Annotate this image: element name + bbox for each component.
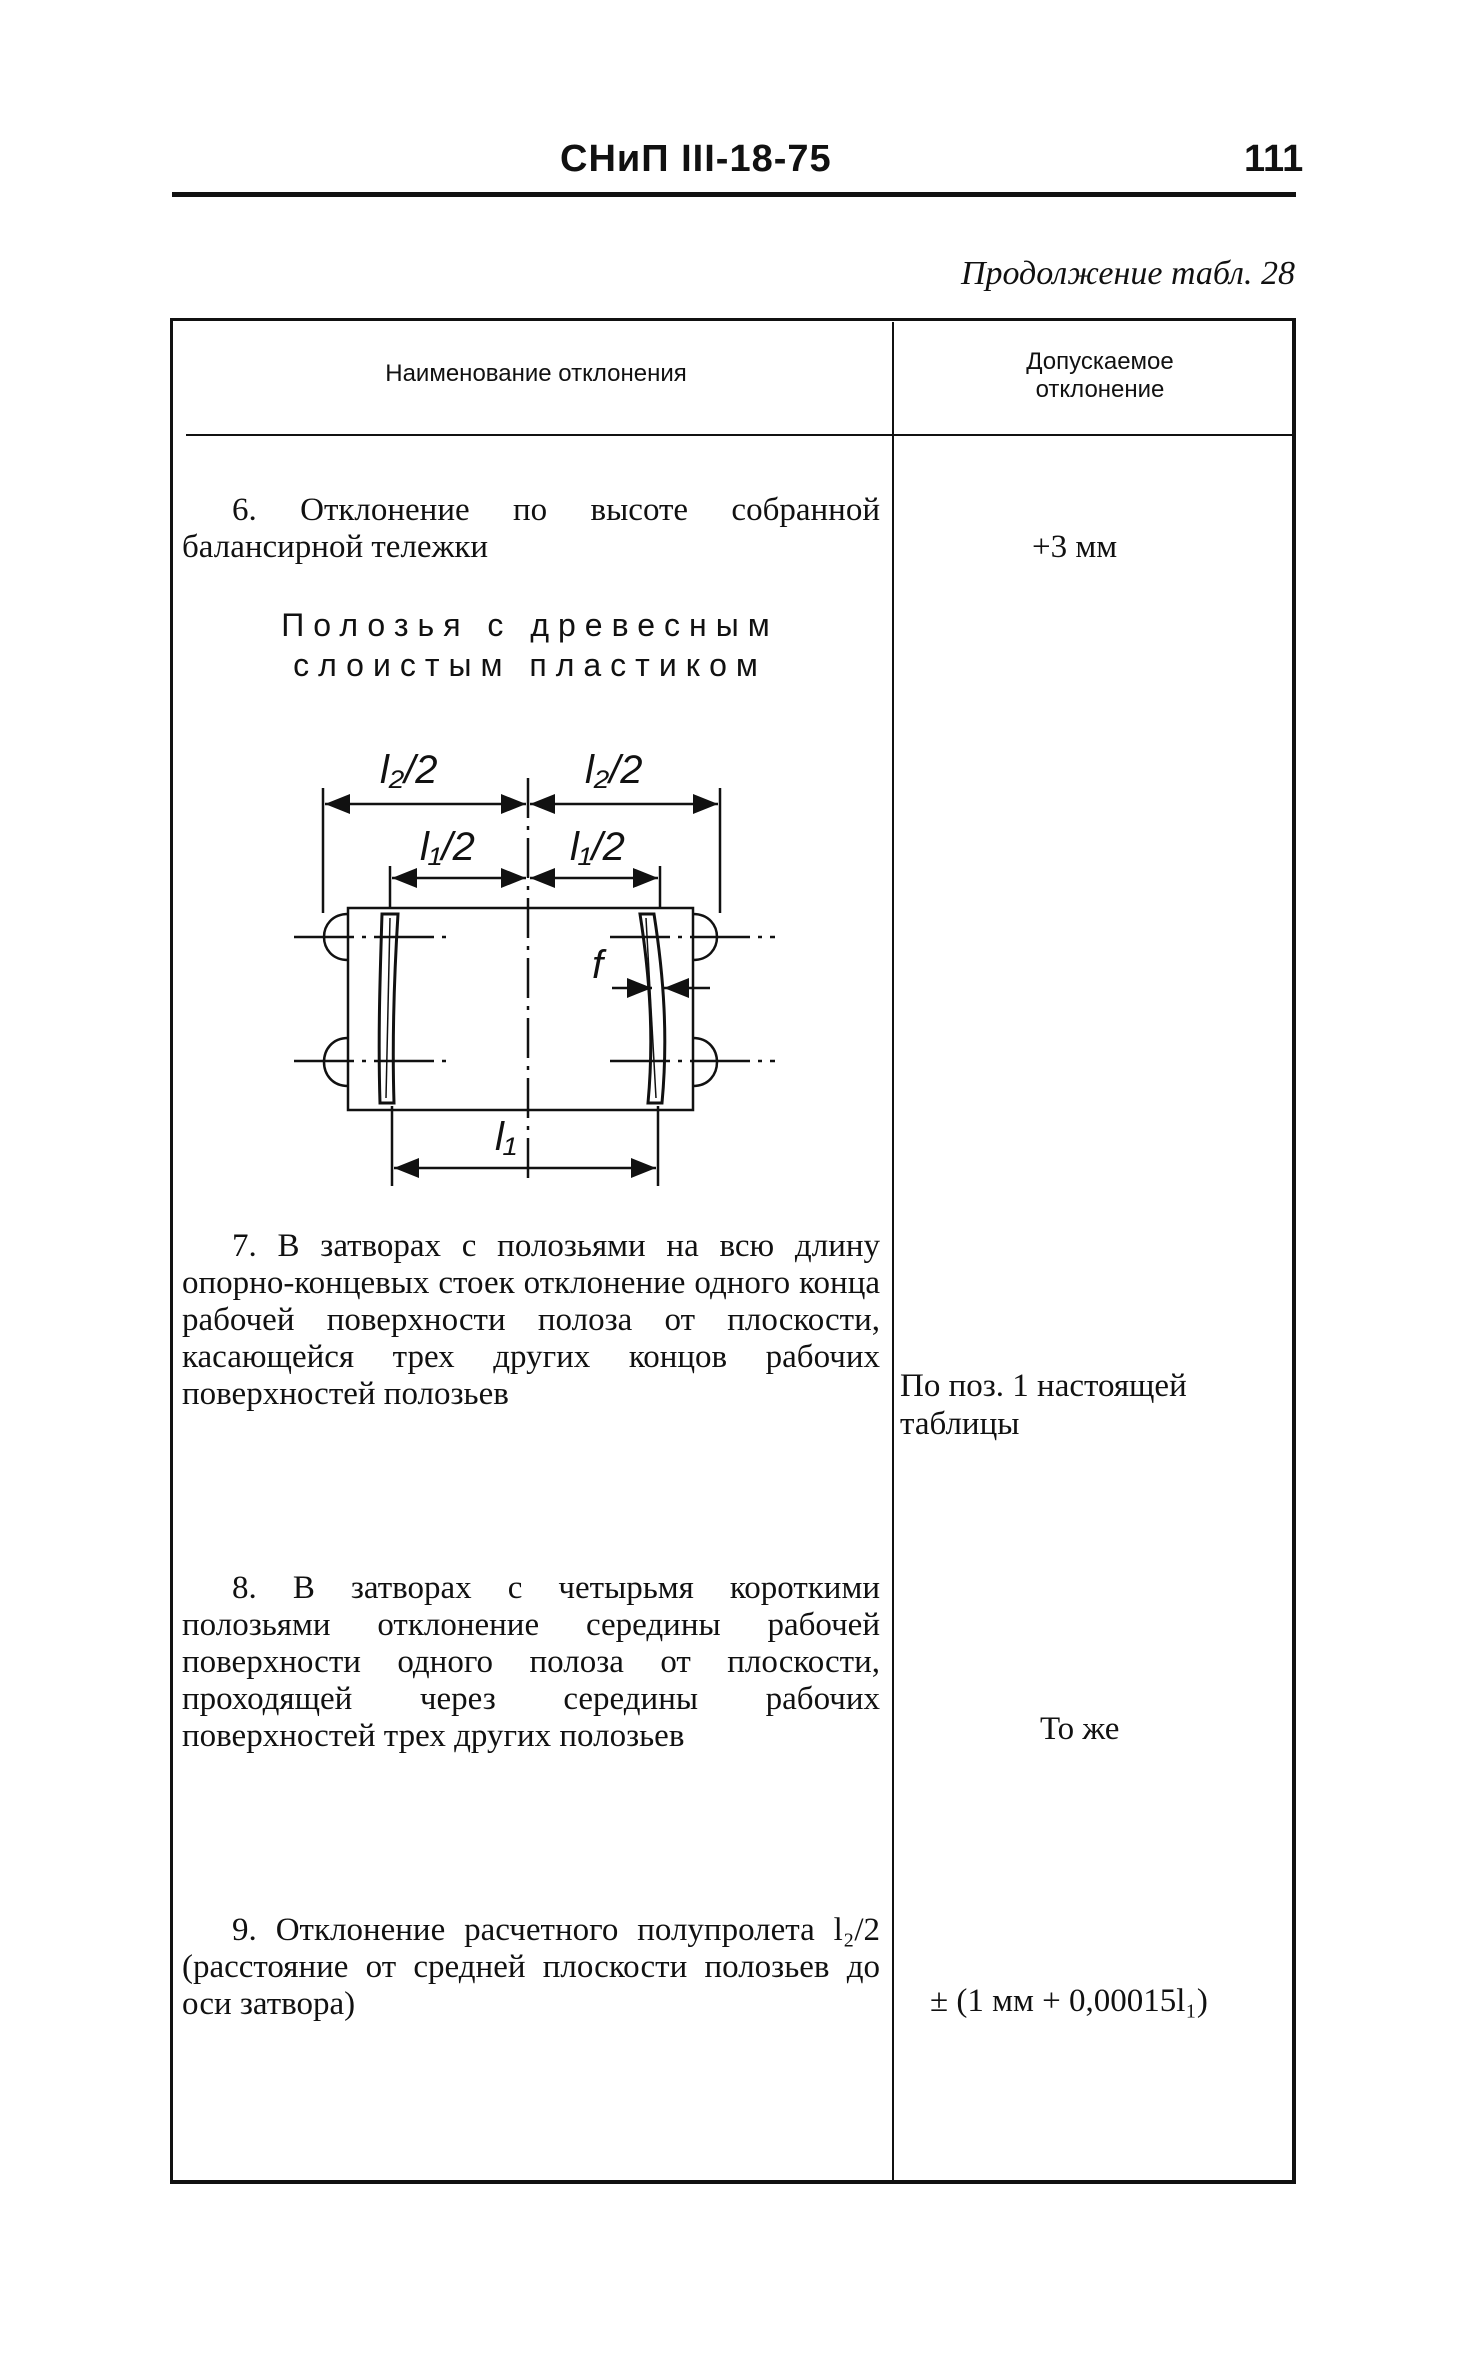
- table-left-border: [170, 318, 173, 2184]
- table-right-border: [1292, 318, 1296, 2184]
- table-row-6-text: [182, 492, 880, 566]
- table-row-9-text: [182, 1912, 880, 2023]
- table-row-6-value: +3 мм: [1032, 529, 1118, 565]
- row-description: В затворах с четырьмя короткими полозьями отклонение середины рабочей поверхности одного полоза от плоскости, проходящей через середины рабочих поверхностей трех других полозьев: [182, 1570, 880, 1754]
- row-number: 9.: [232, 1912, 257, 1948]
- table-row-9-value: ± (1 мм + 0,00015l₁): [930, 1983, 1208, 2019]
- table-top-border: [172, 318, 1296, 321]
- skid-right: [640, 914, 665, 1103]
- label-l1-half-right: l₁/2: [570, 825, 625, 869]
- label-l2-half-left: l₂/2: [380, 748, 438, 792]
- row-number: 8.: [232, 1570, 257, 1606]
- header-rule: [172, 192, 1296, 197]
- column-header-deviation-name: Наименование отклонения: [385, 360, 687, 387]
- table-row-7-text: [182, 1228, 880, 1413]
- figure-drawing: [280, 738, 840, 1198]
- label-l2-half-right: l₂/2: [585, 748, 643, 792]
- row-number: 7.: [232, 1228, 257, 1264]
- continuation-label: Продолжение табл. 28: [960, 255, 1295, 292]
- document-code: СНиП III-18-75: [560, 138, 832, 180]
- table-bottom-border: [172, 2180, 1296, 2184]
- row-description: Отклонение по высоте собранной балансирной тележки: [182, 492, 881, 565]
- table-row-8-text: [182, 1570, 880, 1755]
- label-l1: l₁: [495, 1115, 517, 1159]
- figure-subtitle: Полозья с древесным слоистым пластиком: [281, 607, 779, 683]
- row-number: 6.: [232, 492, 257, 528]
- row-description: Отклонение расчетного полупролета l₂/2 (расстояние от средней плоскости полозьев до оси затвора): [182, 1912, 881, 2022]
- carriage-body: [348, 908, 693, 1110]
- table-row-8-value: То же: [1040, 1711, 1120, 1747]
- table-header-divider: [186, 434, 1292, 436]
- table-row-7-value: По поз. 1 настоящей таблицы: [900, 1368, 1187, 1442]
- label-l1-half-left: l₁/2: [420, 825, 475, 869]
- table-column-divider: [892, 322, 894, 2182]
- page-number: 111: [1244, 138, 1304, 180]
- row-description: В затворах с полозьями на всю длину опорно-концевых стоек отклонение одного конца рабочей поверхности полоза от плоскости, касающейся трех других концов рабочих поверхностей полозьев: [182, 1228, 881, 1412]
- label-f: f: [592, 943, 604, 987]
- column-header-allowed-deviation: Допускаемое отклонение: [1026, 348, 1174, 403]
